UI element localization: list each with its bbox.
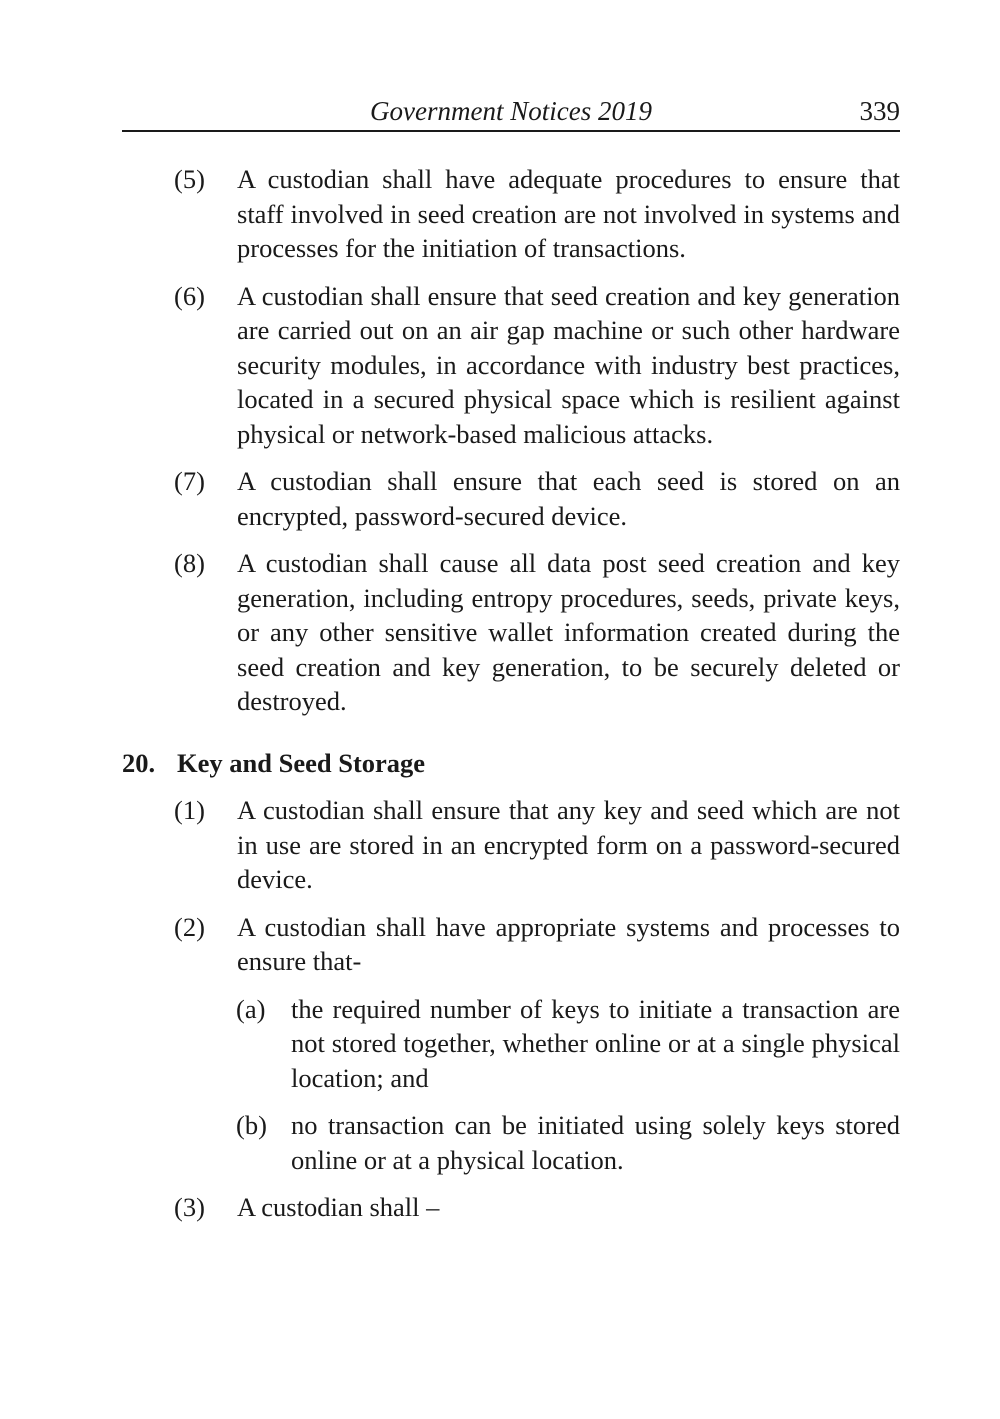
section-heading — [122, 746, 900, 781]
page-content — [122, 162, 900, 1238]
section-number: 20. — [122, 747, 156, 778]
paragraph-7 — [122, 464, 900, 533]
paragraph-1 — [122, 793, 900, 897]
paragraph-number: (8) — [174, 548, 205, 578]
subitem-a — [122, 992, 900, 1096]
paragraph-text: A custodian shall have appropriate systems and processes to ensure that- — [237, 911, 900, 976]
paragraph-text: A custodian shall cause all data post seed creation and key generation, including entropy procedures, seeds, private keys, or any other sensitive wallet information created during the seed creation and key generation, to be securely deleted or destroyed. — [237, 548, 900, 716]
header-title: Government Notices 2019 — [370, 96, 652, 126]
paragraph-number: (1) — [174, 795, 205, 825]
paragraph-text: A custodian shall ensure that any key and seed which are not in use are stored in an encrypted form on a password-secured device. — [237, 795, 900, 894]
subitem-text: no transaction can be initiated using solely keys stored online or at a physical location. — [291, 1110, 900, 1175]
paragraph-text: A custodian shall – — [237, 1192, 440, 1222]
subitem-letter: (b) — [236, 1110, 267, 1140]
subitem-letter: (a) — [236, 993, 266, 1024]
paragraph-number: (3) — [174, 1192, 205, 1222]
paragraph-number: (5) — [174, 164, 205, 194]
paragraph-text: A custodian shall ensure that each seed is stored on an encrypted, password-secured device. — [237, 466, 900, 531]
paragraph-text: A custodian shall ensure that seed creation and key generation are carried out on an air gap machine or such other hardware security modules, in accordance with industry best practices, located in a secured physical space which is resilient against physical or network-based malicious attacks. — [237, 280, 900, 449]
paragraph-6 — [122, 279, 900, 452]
subitem-b — [122, 1108, 900, 1177]
page-number: 339 — [859, 96, 900, 126]
paragraph-3 — [122, 1190, 900, 1225]
paragraph-2 — [122, 910, 900, 979]
paragraph-number: (2) — [174, 911, 205, 942]
paragraph-5 — [122, 162, 900, 266]
paragraph-text: A custodian shall have adequate procedures to ensure that staff involved in seed creation are not involved in systems and processes for the initiation of transactions. — [237, 164, 900, 263]
page-header — [122, 94, 900, 132]
paragraph-8 — [122, 546, 900, 719]
subitem-text: the required number of keys to initiate a transaction are not stored together, whether online or at a single physical location; and — [291, 993, 900, 1093]
section-title: Key and Seed Storage — [177, 747, 426, 778]
paragraph-number: (6) — [174, 280, 205, 311]
paragraph-number: (7) — [174, 466, 205, 496]
